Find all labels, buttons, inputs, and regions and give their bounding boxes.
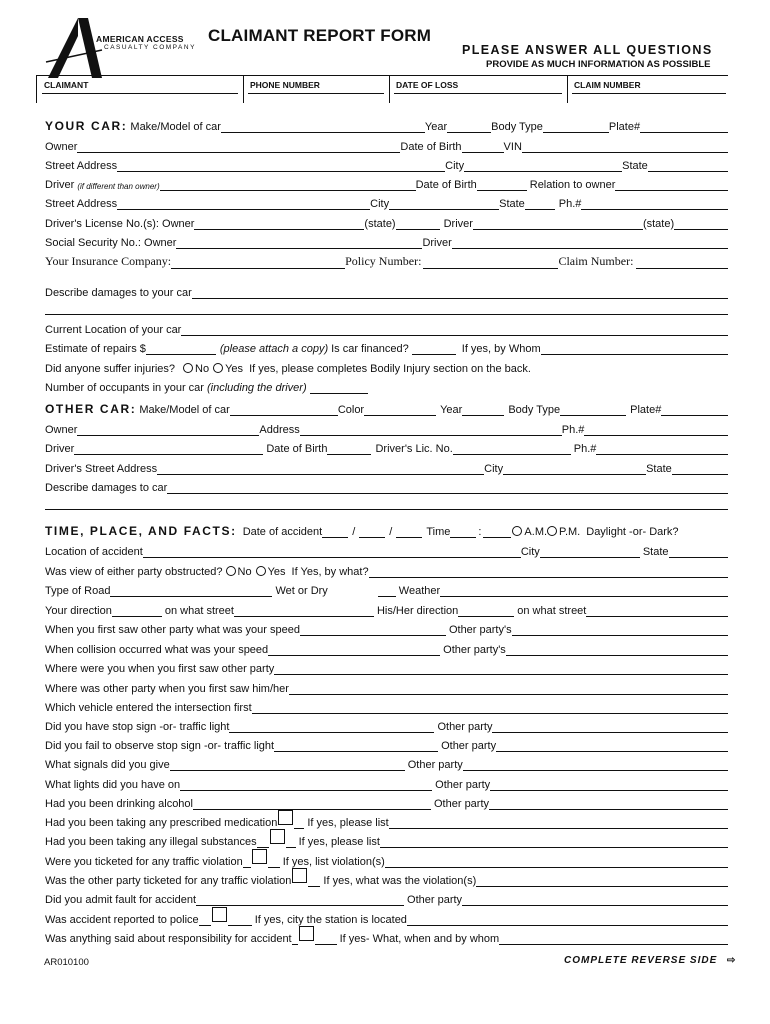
- claim-label: Claim Number:: [558, 254, 634, 268]
- driver-state-label: State: [499, 198, 525, 210]
- illegal-list-label: If yes, please list: [298, 836, 380, 848]
- other-driver-label: Driver: [45, 443, 75, 455]
- facts-row-5: [45, 601, 728, 617]
- by-whom-label: If yes, by Whom: [461, 343, 541, 355]
- form-title: CLAIMANT REPORT FORM: [208, 26, 432, 45]
- injuries-yes-label: Yes: [225, 363, 244, 375]
- ticketed-list-label: If yes, list violation(s): [282, 856, 385, 868]
- occupants-field[interactable]: [310, 381, 368, 394]
- other-speed-collision-label: Other party's: [443, 644, 506, 656]
- financed-field[interactable]: [412, 342, 456, 355]
- driver-note: (if different than owner): [77, 182, 160, 191]
- time-label: Time: [426, 526, 451, 538]
- other-car-row-2: [45, 420, 728, 436]
- other-drinking-field[interactable]: [489, 797, 728, 810]
- complete-reverse-side: [564, 955, 736, 966]
- facts-row-4: [45, 581, 728, 597]
- obstructed-what-field[interactable]: [369, 565, 728, 578]
- your-car-injuries-row: [45, 359, 728, 375]
- plate-field[interactable]: [640, 120, 728, 133]
- driver-city-label: City: [370, 198, 390, 210]
- obstructed-yes-label: Yes: [267, 566, 286, 578]
- pm-label: P.M.: [559, 526, 581, 538]
- driver-state-field[interactable]: [525, 197, 555, 210]
- speed-collision-field[interactable]: [268, 643, 440, 656]
- pm-radio[interactable]: [547, 526, 557, 536]
- your-car-estimate-row: [45, 339, 728, 355]
- time-hour-field[interactable]: [450, 525, 476, 538]
- am-label: A.M.: [524, 526, 548, 538]
- other-car-damages-row: [45, 478, 728, 494]
- illegal-pre-field[interactable]: [257, 835, 269, 848]
- license-owner-state-label: (state): [364, 218, 396, 230]
- financed-label: Is car financed?: [331, 343, 409, 355]
- obstructed-no-label: No: [237, 566, 252, 578]
- facts-row-1: [45, 522, 728, 538]
- phone-field[interactable]: [248, 93, 384, 94]
- illegal-list-field[interactable]: [380, 835, 728, 848]
- other-car-row-3: [45, 439, 728, 455]
- accident-day-field[interactable]: [359, 525, 385, 538]
- speed-collision-label: When collision occurred what was your speed: [45, 644, 269, 656]
- other-owner-field[interactable]: [77, 423, 259, 436]
- daylight-label: Daylight -or- Dark?: [586, 526, 679, 538]
- drinking-label: Had you been drinking alcohol: [45, 798, 193, 810]
- claimant-field[interactable]: [42, 93, 238, 94]
- your-car-row-7: [45, 233, 728, 249]
- facts-row-10: [45, 698, 728, 714]
- fail-stop-label: Did you fail to observe stop sign -or- traffic light: [45, 740, 275, 752]
- facts-row-2: [45, 542, 728, 558]
- other-dob-label: Date of Birth: [266, 443, 328, 455]
- other-state-label: State: [646, 463, 672, 475]
- other-owner-label: Owner: [45, 424, 78, 436]
- other-plate-field[interactable]: [661, 403, 728, 416]
- year-field[interactable]: [447, 120, 491, 133]
- your-street-field[interactable]: [234, 604, 374, 617]
- facts-row-11: [45, 717, 728, 733]
- policy-label: Policy Number:: [345, 254, 422, 268]
- other-phone-field[interactable]: [584, 423, 728, 436]
- time-colon: :: [478, 526, 482, 538]
- where-you-label: Where were you when you first saw other party: [45, 663, 275, 675]
- other-body-type-field[interactable]: [560, 403, 626, 416]
- responsibility-label: Was anything said about responsibility for accident: [45, 933, 292, 945]
- make-model-field[interactable]: [221, 120, 425, 133]
- medication-label: Had you been taking any prescribed medication: [45, 817, 278, 829]
- driver-city-field[interactable]: [389, 197, 499, 210]
- lights-label: What lights did you have on: [45, 779, 181, 791]
- injuries-label: Did anyone suffer injuries?: [45, 363, 176, 375]
- owner-label: Owner: [45, 141, 78, 153]
- date-of-loss-label: DATE OF LOSS: [396, 80, 459, 90]
- your-street-label: on what street: [164, 605, 234, 617]
- which-vehicle-label: Which vehicle entered the intersection first: [45, 702, 252, 714]
- other-body-type-label: Body Type: [508, 404, 561, 416]
- make-model-label: Make/Model of car: [130, 121, 221, 133]
- license-driver-state-field[interactable]: [674, 217, 728, 230]
- company-logo-icon: [44, 16, 104, 80]
- accident-city-field[interactable]: [540, 545, 640, 558]
- other-ticketed-what-label: If yes, what was the violation(s): [323, 875, 477, 887]
- other-fault-field[interactable]: [462, 893, 728, 906]
- responsibility-what-field[interactable]: [499, 932, 728, 945]
- dob-field[interactable]: [462, 140, 504, 153]
- facts-row-15: [45, 794, 728, 810]
- your-car-row-6: [45, 214, 728, 230]
- other-ticketed-what-field[interactable]: [476, 874, 728, 887]
- other-license-field[interactable]: [453, 442, 571, 455]
- other-speed-saw-field[interactable]: [512, 623, 728, 636]
- other-color-field[interactable]: [364, 403, 436, 416]
- city-field[interactable]: [464, 159, 622, 172]
- damages-label: Describe damages to your car: [45, 287, 192, 299]
- facts-row-8: [45, 659, 728, 675]
- facts-row-7: [45, 640, 728, 656]
- drinking-field[interactable]: [193, 797, 431, 810]
- police-station-label: If yes, city the station is located: [254, 914, 407, 926]
- insurance-label: Your Insurance Company:: [45, 254, 172, 268]
- complete-reverse-label: COMPLETE REVERSE SIDE: [564, 955, 718, 966]
- accident-month-field[interactable]: [322, 525, 348, 538]
- other-street-label: Driver's Street Address: [45, 463, 158, 475]
- other-car-row-1: [45, 400, 728, 416]
- ssn-owner-field[interactable]: [176, 236, 422, 249]
- occupants-note: (including the driver): [206, 382, 307, 394]
- other-phone-label: Ph.#: [561, 424, 585, 436]
- facts-row-20: [45, 890, 728, 906]
- signals-label: What signals did you give: [45, 759, 170, 771]
- responsibility-checkbox[interactable]: [299, 926, 314, 941]
- facts-row-13: [45, 755, 728, 771]
- accident-location-field[interactable]: [143, 545, 521, 558]
- accident-date-label: Date of accident: [242, 526, 323, 538]
- am-radio[interactable]: [512, 526, 522, 536]
- state-field[interactable]: [648, 159, 728, 172]
- phone-label: PHONE NUMBER: [250, 80, 320, 90]
- driver-phone-label: Ph.#: [558, 198, 582, 210]
- other-address-field[interactable]: [300, 423, 562, 436]
- injuries-no-label: No: [195, 363, 210, 375]
- estimate-label: Estimate of repairs $: [45, 343, 146, 355]
- facts-row-21: [45, 910, 728, 926]
- street-field[interactable]: [117, 159, 445, 172]
- claim-header-box: [36, 75, 728, 104]
- occupants-label: Number of occupants in your car: [45, 382, 204, 394]
- date-slash-2: /: [389, 526, 393, 538]
- his-direction-label: His/Her direction: [376, 605, 459, 617]
- stop-sign-label: Did you have stop sign -or- traffic light: [45, 721, 230, 733]
- other-ticketed-checkbox[interactable]: [292, 868, 307, 883]
- injuries-no-radio[interactable]: [183, 363, 193, 373]
- dob-label: Date of Birth: [400, 141, 462, 153]
- other-damages-label: Describe damages to car: [45, 482, 168, 494]
- illegal-label: Had you been taking any illegal substances: [45, 836, 257, 848]
- other-damages-field-2[interactable]: [45, 509, 728, 510]
- your-car-row-4: [45, 175, 728, 191]
- ticketed-label: Were you ticketed for any traffic violation: [45, 856, 243, 868]
- police-checkbox[interactable]: [212, 907, 227, 922]
- claim-number-field[interactable]: [572, 93, 726, 94]
- police-station-field[interactable]: [407, 913, 728, 926]
- other-damages-field[interactable]: [167, 481, 728, 494]
- other-stop-sign-label: Other party: [437, 721, 493, 733]
- logo-company-subtitle: CASUALTY COMPANY: [104, 44, 196, 51]
- wet-dry-field[interactable]: [378, 584, 396, 597]
- claim-field[interactable]: [636, 256, 728, 269]
- fault-field[interactable]: [196, 893, 404, 906]
- other-ticketed-label: Was the other party ticketed for any traffic violation: [45, 875, 292, 887]
- date-slash-1: /: [352, 526, 356, 538]
- other-signals-label: Other party: [407, 759, 463, 771]
- your-car-section-title: YOUR CAR:: [45, 119, 128, 133]
- your-car-row-8: [45, 253, 728, 269]
- facts-section-title: TIME, PLACE, AND FACTS:: [45, 524, 237, 538]
- accident-city-label: City: [520, 546, 540, 558]
- fail-stop-field[interactable]: [274, 739, 438, 752]
- other-stop-sign-field[interactable]: [492, 720, 728, 733]
- ticketed-pre-field[interactable]: [243, 855, 251, 868]
- logo-company-name: AMERICAN ACCESS: [96, 34, 184, 44]
- other-city-label: City: [484, 463, 504, 475]
- other-street-field[interactable]: [157, 462, 484, 475]
- illegal-check-field[interactable]: [286, 835, 296, 848]
- insurance-field[interactable]: [171, 256, 345, 269]
- medication-check-field[interactable]: [294, 816, 304, 829]
- your-car-occupants-row: [45, 378, 728, 394]
- vin-label: VIN: [503, 141, 522, 153]
- city-label: City: [445, 160, 465, 172]
- other-license-label: Driver's Lic. No.: [375, 443, 453, 455]
- location-field[interactable]: [181, 323, 728, 336]
- which-vehicle-field[interactable]: [252, 701, 728, 714]
- your-car-row-5: [45, 194, 728, 210]
- other-car-row-4: [45, 459, 728, 475]
- obstructed-label: Was view of either party obstructed?: [45, 566, 223, 578]
- signals-field[interactable]: [170, 758, 405, 771]
- weather-field[interactable]: [440, 584, 728, 597]
- facts-row-22: [45, 929, 728, 945]
- instructions-line-2: PROVIDE AS MUCH INFORMATION AS POSSIBLE: [486, 59, 711, 70]
- where-other-field[interactable]: [289, 682, 728, 695]
- claimant-label: CLAIMANT: [44, 80, 89, 90]
- other-make-model-label: Make/Model of car: [139, 404, 230, 416]
- obstructed-what-label: If Yes, by what?: [291, 566, 369, 578]
- lights-field[interactable]: [180, 778, 432, 791]
- arrow-right-icon: ⇨: [727, 955, 737, 966]
- his-street-label: on what street: [517, 605, 587, 617]
- stop-sign-field[interactable]: [229, 720, 434, 733]
- license-owner-field[interactable]: [194, 217, 364, 230]
- weather-label: Weather: [398, 585, 441, 597]
- facts-row-6: [45, 620, 728, 636]
- your-car-row-1: [45, 117, 728, 133]
- his-direction-field[interactable]: [458, 604, 514, 617]
- other-city-field[interactable]: [503, 462, 646, 475]
- other-driver-field[interactable]: [74, 442, 263, 455]
- plate-label: Plate#: [608, 121, 641, 133]
- medication-checkbox[interactable]: [278, 810, 293, 825]
- other-ticketed-check-field[interactable]: [308, 874, 320, 887]
- attach-note: (please attach a copy): [219, 343, 329, 355]
- police-label: Was accident reported to police: [45, 914, 199, 926]
- driver-field[interactable]: [160, 178, 416, 191]
- medication-list-field[interactable]: [389, 816, 728, 829]
- other-fail-stop-label: Other party: [441, 740, 497, 752]
- other-lights-field[interactable]: [490, 778, 728, 791]
- policy-field[interactable]: [423, 256, 558, 269]
- street-label: Street Address: [45, 160, 118, 172]
- police-pre-field[interactable]: [199, 913, 211, 926]
- your-direction-label: Your direction: [45, 605, 112, 617]
- damages-field[interactable]: [192, 286, 728, 299]
- by-whom-field[interactable]: [541, 342, 728, 355]
- license-driver-label: Driver: [443, 218, 473, 230]
- other-speed-saw-label: Other party's: [448, 624, 512, 636]
- other-signals-field[interactable]: [463, 758, 728, 771]
- body-type-label: Body Type: [491, 121, 543, 133]
- facts-row-16: [45, 813, 728, 829]
- instructions-line-1: PLEASE ANSWER ALL QUESTIONS: [462, 43, 713, 57]
- accident-state-field[interactable]: [669, 545, 729, 558]
- other-color-label: Color: [337, 404, 365, 416]
- other-year-label: Year: [440, 404, 463, 416]
- ticketed-list-field[interactable]: [385, 855, 728, 868]
- injuries-yes-radio[interactable]: [213, 363, 223, 373]
- bodily-injury-note: If yes, please completes Bodily Injury section on the back.: [249, 363, 531, 375]
- date-of-loss-field[interactable]: [394, 93, 562, 94]
- state-label: State: [622, 160, 648, 172]
- driver-phone-field[interactable]: [581, 197, 728, 210]
- accident-state-label: State: [642, 546, 669, 558]
- estimate-field[interactable]: [146, 342, 216, 355]
- other-year-field[interactable]: [462, 403, 504, 416]
- owner-field[interactable]: [77, 140, 400, 153]
- where-other-label: Where was other party when you first saw him/her: [45, 683, 289, 695]
- license-owner-state-field[interactable]: [396, 217, 440, 230]
- facts-row-14: [45, 775, 728, 791]
- facts-row-3: [45, 562, 728, 578]
- responsibility-check-field[interactable]: [315, 932, 337, 945]
- your-car-damages-row: [45, 283, 728, 299]
- obstructed-yes-radio[interactable]: [256, 566, 266, 576]
- damages-field-2[interactable]: [45, 314, 728, 315]
- other-car-section-title: OTHER CAR:: [45, 402, 137, 416]
- illegal-checkbox[interactable]: [270, 829, 285, 844]
- ssn-owner-label: Social Security No.: Owner: [45, 237, 177, 249]
- other-driver-phone-field[interactable]: [596, 442, 728, 455]
- facts-row-12: [45, 736, 728, 752]
- driver-dob-label: Date of Birth: [415, 179, 477, 191]
- road-type-label: Type of Road: [45, 585, 111, 597]
- form-code: AR010100: [44, 957, 89, 968]
- obstructed-no-radio[interactable]: [226, 566, 236, 576]
- other-dob-field[interactable]: [327, 442, 371, 455]
- speed-saw-field[interactable]: [300, 623, 446, 636]
- medication-list-label: If yes, please list: [307, 817, 389, 829]
- driver-dob-field[interactable]: [477, 178, 527, 191]
- ssn-driver-field[interactable]: [452, 236, 728, 249]
- year-label: Year: [424, 121, 448, 133]
- facts-row-9: [45, 679, 728, 695]
- driver-street-label: Street Address: [45, 198, 118, 210]
- ssn-driver-label: Driver: [422, 237, 452, 249]
- ticketed-check-field[interactable]: [268, 855, 280, 868]
- other-plate-label: Plate#: [630, 404, 662, 416]
- other-fault-label: Other party: [407, 894, 463, 906]
- accident-location-label: Location of accident: [45, 546, 143, 558]
- police-check-field[interactable]: [228, 913, 252, 926]
- speed-saw-label: When you first saw other party what was your speed: [45, 624, 300, 636]
- wet-dry-label: Wet or Dry: [275, 585, 328, 597]
- your-car-row-2: [45, 137, 728, 153]
- facts-row-17: [45, 832, 728, 848]
- other-address-label: Address: [259, 424, 300, 436]
- other-drinking-label: Other party: [434, 798, 490, 810]
- responsibility-pre-field[interactable]: [292, 932, 298, 945]
- relation-label: Relation to owner: [529, 179, 616, 191]
- license-owner-label: Driver's License No.(s): Owner: [45, 218, 195, 230]
- your-direction-field[interactable]: [112, 604, 162, 617]
- time-minute-field[interactable]: [483, 525, 511, 538]
- vin-field[interactable]: [522, 140, 728, 153]
- facts-row-19: [45, 871, 728, 887]
- location-label: Current Location of your car: [45, 324, 182, 336]
- his-street-field[interactable]: [586, 604, 728, 617]
- accident-year-field[interactable]: [396, 525, 422, 538]
- responsibility-what-label: If yes- What, when and by whom: [339, 933, 500, 945]
- your-car-location-row: [45, 320, 728, 336]
- body-type-field[interactable]: [543, 120, 609, 133]
- other-lights-label: Other party: [435, 779, 491, 791]
- fault-label: Did you admit fault for accident: [45, 894, 197, 906]
- other-driver-phone-label: Ph.#: [573, 443, 597, 455]
- license-driver-field[interactable]: [473, 217, 643, 230]
- claim-number-label: CLAIM NUMBER: [574, 80, 641, 90]
- other-make-model-field[interactable]: [230, 403, 338, 416]
- facts-row-18: [45, 852, 728, 868]
- other-state-field[interactable]: [672, 462, 728, 475]
- road-type-field[interactable]: [110, 584, 272, 597]
- other-speed-collision-field[interactable]: [506, 643, 728, 656]
- driver-label: Driver: [45, 179, 75, 191]
- relation-field[interactable]: [615, 178, 728, 191]
- your-car-row-3: [45, 156, 728, 172]
- ticketed-checkbox[interactable]: [252, 849, 267, 864]
- where-you-field[interactable]: [274, 662, 728, 675]
- license-driver-state-label: (state): [642, 218, 675, 230]
- other-fail-stop-field[interactable]: [496, 739, 728, 752]
- driver-street-field[interactable]: [117, 197, 370, 210]
